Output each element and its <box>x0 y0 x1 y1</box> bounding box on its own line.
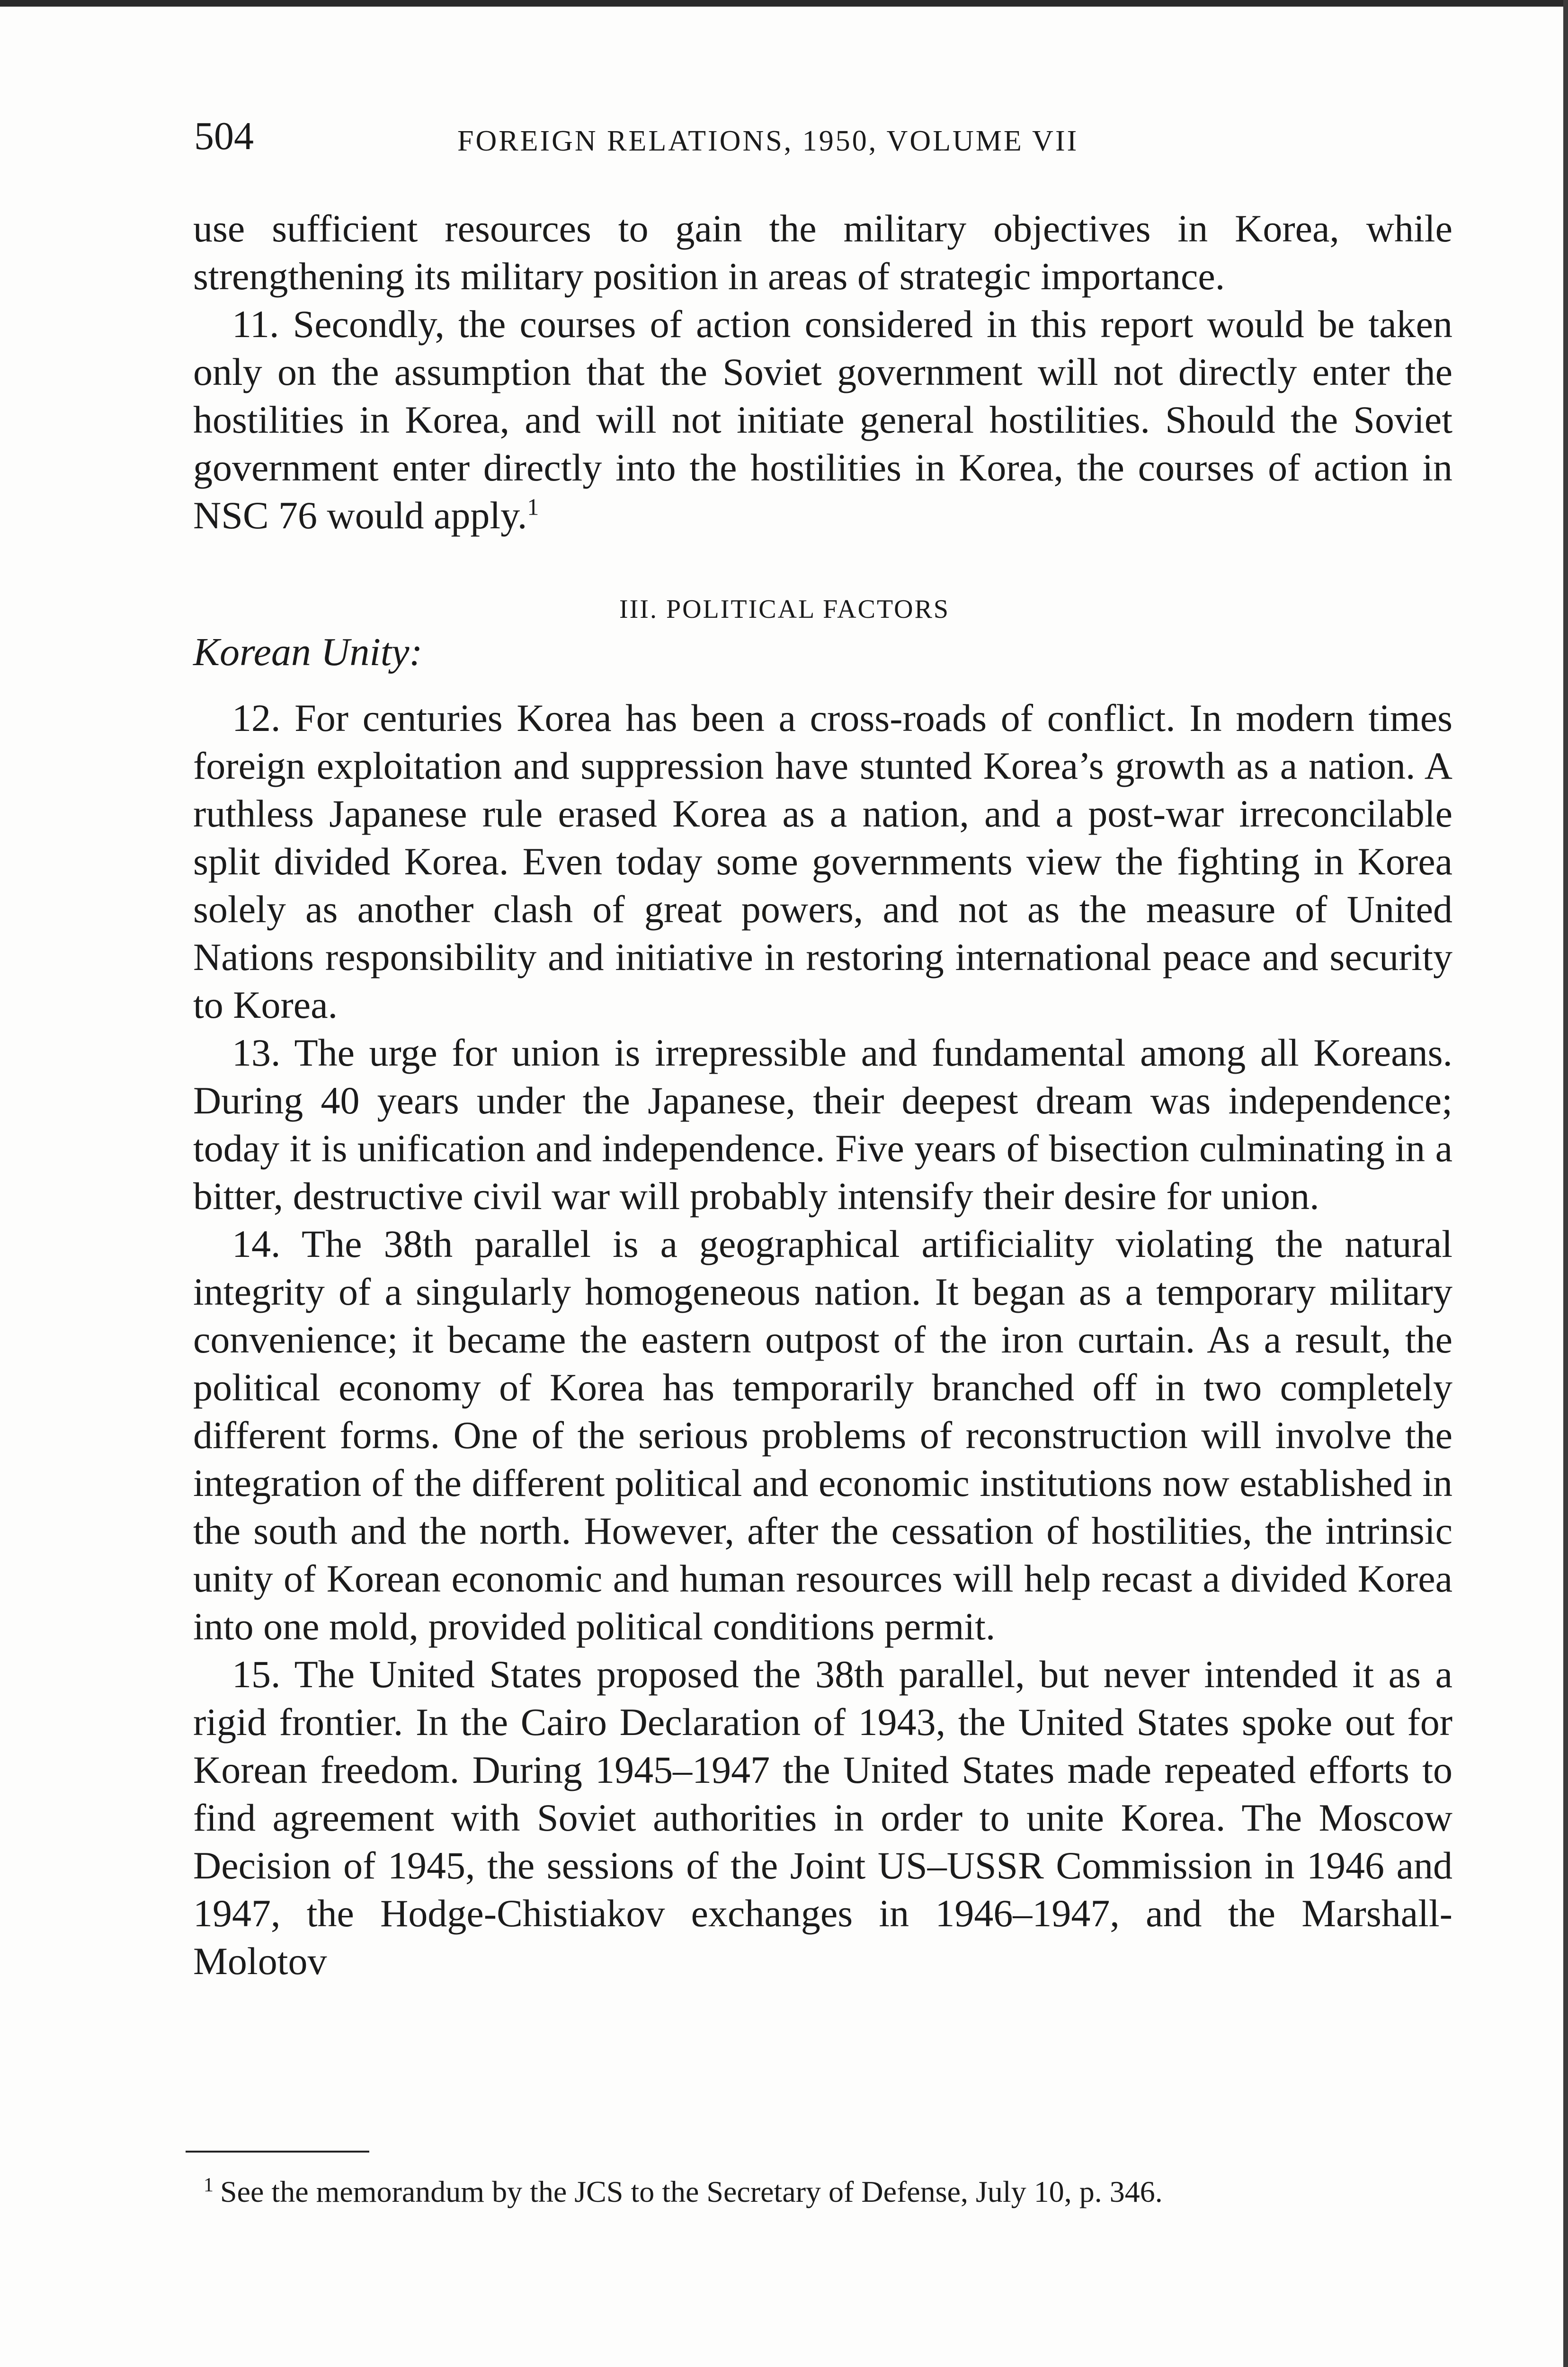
paragraph-12: 12. For centuries Korea has been a cross-roads of conflict. In modern times foreign exploitation and suppression have stunted Korea’s growth as a nation. A ruthless Japanese rule erased Korea as a nation, and a post-war irreconcilable split divided Korea. Even today some governments view the fighting in Korea solely as another clash of great powers, and not as the measure of United Nations responsibility and initiative in restoring international peace and security to Korea. <box>193 696 1452 1026</box>
footnote-marker: 1 <box>204 2174 214 2196</box>
paragraph-15: 15. The United States proposed the 38th parallel, but never intended it as a rigid frontier. In the Cairo Declaration of 1943, the United States spoke out for Korean freedom. During 1945–1947 the United States made repeated efforts to find agreement with Soviet authorities in order to unite Korea. The Moscow Decision of 1945, the sessions of the Joint US–USSR Commission in 1946 and 1947, the Hodge-Chistiakov exchanges in 1946–1947, and the Marshall-Molotov <box>193 1653 1452 1983</box>
page-number: 504 <box>194 114 254 158</box>
paragraph-13: 13. The urge for union is irrepressible and fundamental among all Koreans. During 40 years under the Japanese, their deepest dream was independence; today it is unification and independence. Five years of bisection culminating in a bitter, destructive civil war will probably intensify their desire for union. <box>193 1031 1452 1218</box>
top-text-block <box>193 205 1452 539</box>
main-text-block <box>193 694 1452 1985</box>
section-heading: III. POLITICAL FACTORS <box>619 595 950 624</box>
paragraph-11 <box>193 300 1452 539</box>
scan-edge-top <box>0 0 1568 7</box>
paragraph-11-text: 11. Secondly, the courses of action considered in this report would be taken only on the assumption that the Soviet government will not directly enter the hostilities in Korea, and will not initiate general hostilities. Should the Soviet government enter directly into the hostilities in Korea, the courses of action in NSC 76 would apply. <box>193 303 1452 537</box>
running-title: FOREIGN RELATIONS, 1950, VOLUME VII <box>457 125 1079 157</box>
paragraph-14: 14. The 38th parallel is a geographical artificiality violating the natural integrity of a singularly homogeneous nation. It began as a temporary military convenience; it became the eastern outpost of the iron curtain. As a result, the political economy of Korea has temporarily branched off in two completely different forms. One of the serious problems of reconstruction will involve the integration of the different political and economic institutions now established in the south and the north. However, after the cessation of hostilities, the intrinsic unity of Korean economic and human resources will help recast a divided Korea into one mold, provided political conditions permit. <box>193 1222 1452 1648</box>
footnote-text: See the memorandum by the JCS to the Secretary of Defense, July 10, p. 346. <box>220 2175 1163 2208</box>
running-head <box>194 113 1444 165</box>
subheading-korean-unity: Korean Unity: <box>193 630 423 674</box>
footnote-reference: 1 <box>527 493 539 520</box>
paragraph-continuation: use sufficient resources to gain the military objectives in Korea, while strengthening its military position in areas of strategic importance. <box>193 207 1452 298</box>
scan-edge-right <box>1563 0 1568 2367</box>
footnote <box>204 2173 1434 2211</box>
footnote-rule <box>186 2151 369 2153</box>
